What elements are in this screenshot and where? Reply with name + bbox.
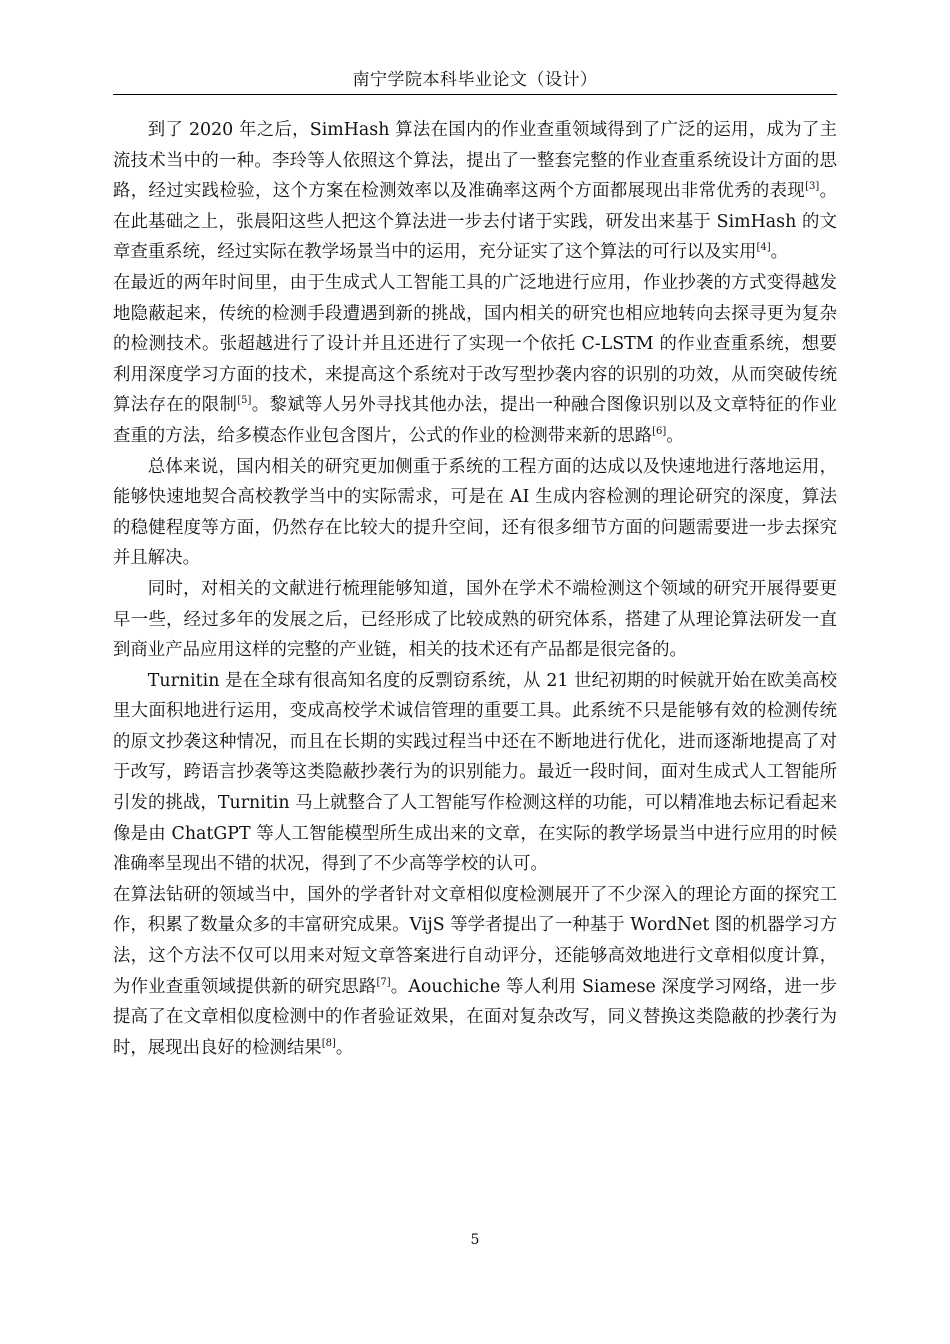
citation-6: [6]: [652, 426, 667, 438]
citation-5: [5]: [237, 395, 252, 407]
paragraph-1: 到了 2020 年之后，SimHash 算法在国内的作业查重领域得到了广泛的运用，成为了主流技术当中的一种。李玲等人依照这个算法，提出了一整套完整的作业查重系统设计方面的思路，经过实践检验，这个方案在检测效率以及准确率这两个方面都展现出非常优秀的表现[3]。在此基础之上，张晨阳这些人把这个算法进一步去付诸于实践，研发出来基于 SimHash 的文章查重系统，经过实际在教学场景当中的运用，充分证实了这个算法的可行以及实用[4]。: [113, 120, 837, 263]
body-text: [113, 115, 837, 1063]
header-divider: [113, 94, 837, 95]
citation-3: [3]: [805, 181, 820, 193]
paragraph-6: 在算法钻研的领域当中，国外的学者针对文章相似度检测展开了不少深入的理论方面的探究工作，积累了数量众多的丰富研究成果。VijS 等学者提出了一种基于 WordNet 图的机器学习方法，这个方法不仅可以用来对短文章答案进行自动评分，还能够高效地进行文章相似度计算，为作业查重领域提供新的研究思路[7]。Aouchiche 等人利用 Siamese 深度学习网络，进一步提高了在文章相似度检测中的作者验证效果，在面对复杂改写，同义替换这类隐蔽的抄袭行为时，展现出良好的检测结果[8]。: [113, 884, 837, 1058]
citation-8: [8]: [321, 1038, 336, 1050]
citation-7: [7]: [376, 976, 391, 988]
page-number: 5: [470, 1232, 480, 1248]
paragraph-2: 在最近的两年时间里，由于生成式人工智能工具的广泛地进行应用，作业抄袭的方式变得越发地隐蔽起来，传统的检测手段遭遇到新的挑战，国内相关的研究也相应地转向去探寻更为复杂的检测技术。张超越进行了设计并且还进行了实现一个依托 C-LSTM 的作业查重系统，想要利用深度学习方面的技术，来提高这个系统对于改写型抄袭内容的识别的功效，从而突破传统算法存在的限制[5]。黎斌等人另外寻找其他办法，提出一种融合图像识别以及文章特征的作业查重的方法，给多模态作业包含图片，公式的作业的检测带来新的思路[6]。: [113, 272, 837, 446]
paragraph-5: Turnitin 是在全球有很高知名度的反剽窃系统，从 21 世纪初期的时候就开始在欧美高校里大面积地进行运用，变成高校学术诚信管理的重要工具。此系统不只是能够有效的检测传统的原文抄袭这种情况，而且在长期的实践过程当中还在不断地进行优化，进而逐渐地提高了对于改写，跨语言抄袭等这类隐蔽抄袭行为的识别能力。最近一段时间，面对生成式人工智能所引发的挑战，Turnitin 马上就整合了人工智能写作检测这样的功能，可以精准地去标记看起来像是由 ChatGPT 等人工智能模型所生成出来的文章，在实际的教学场景当中进行应用的时候准确率呈现出不错的状况，得到了不少高等学校的认可。: [113, 670, 837, 875]
paragraph-3: 总体来说，国内相关的研究更加侧重于系统的工程方面的达成以及快速地进行落地运用，能够快速地契合高校教学当中的实际需求，可是在 AI 生成内容检测的理论研究的深度，算法的稳健程度等方面，仍然存在比较大的提升空间，还有很多细节方面的问题需要进一步去探究并且解决。: [113, 456, 837, 569]
citation-4: [4]: [756, 242, 771, 254]
paragraph-4: 同时，对相关的文献进行梳理能够知道，国外在学术不端检测这个领域的研究开展得要更早一些，经过多年的发展之后，已经形成了比较成熟的研究体系，搭建了从理论算法研发一直到商业产品应用这样的完整的产业链，相关的技术还有产品都是很完备的。: [113, 578, 837, 661]
page-header-title: 南宁学院本科毕业论文（设计）: [352, 70, 598, 90]
